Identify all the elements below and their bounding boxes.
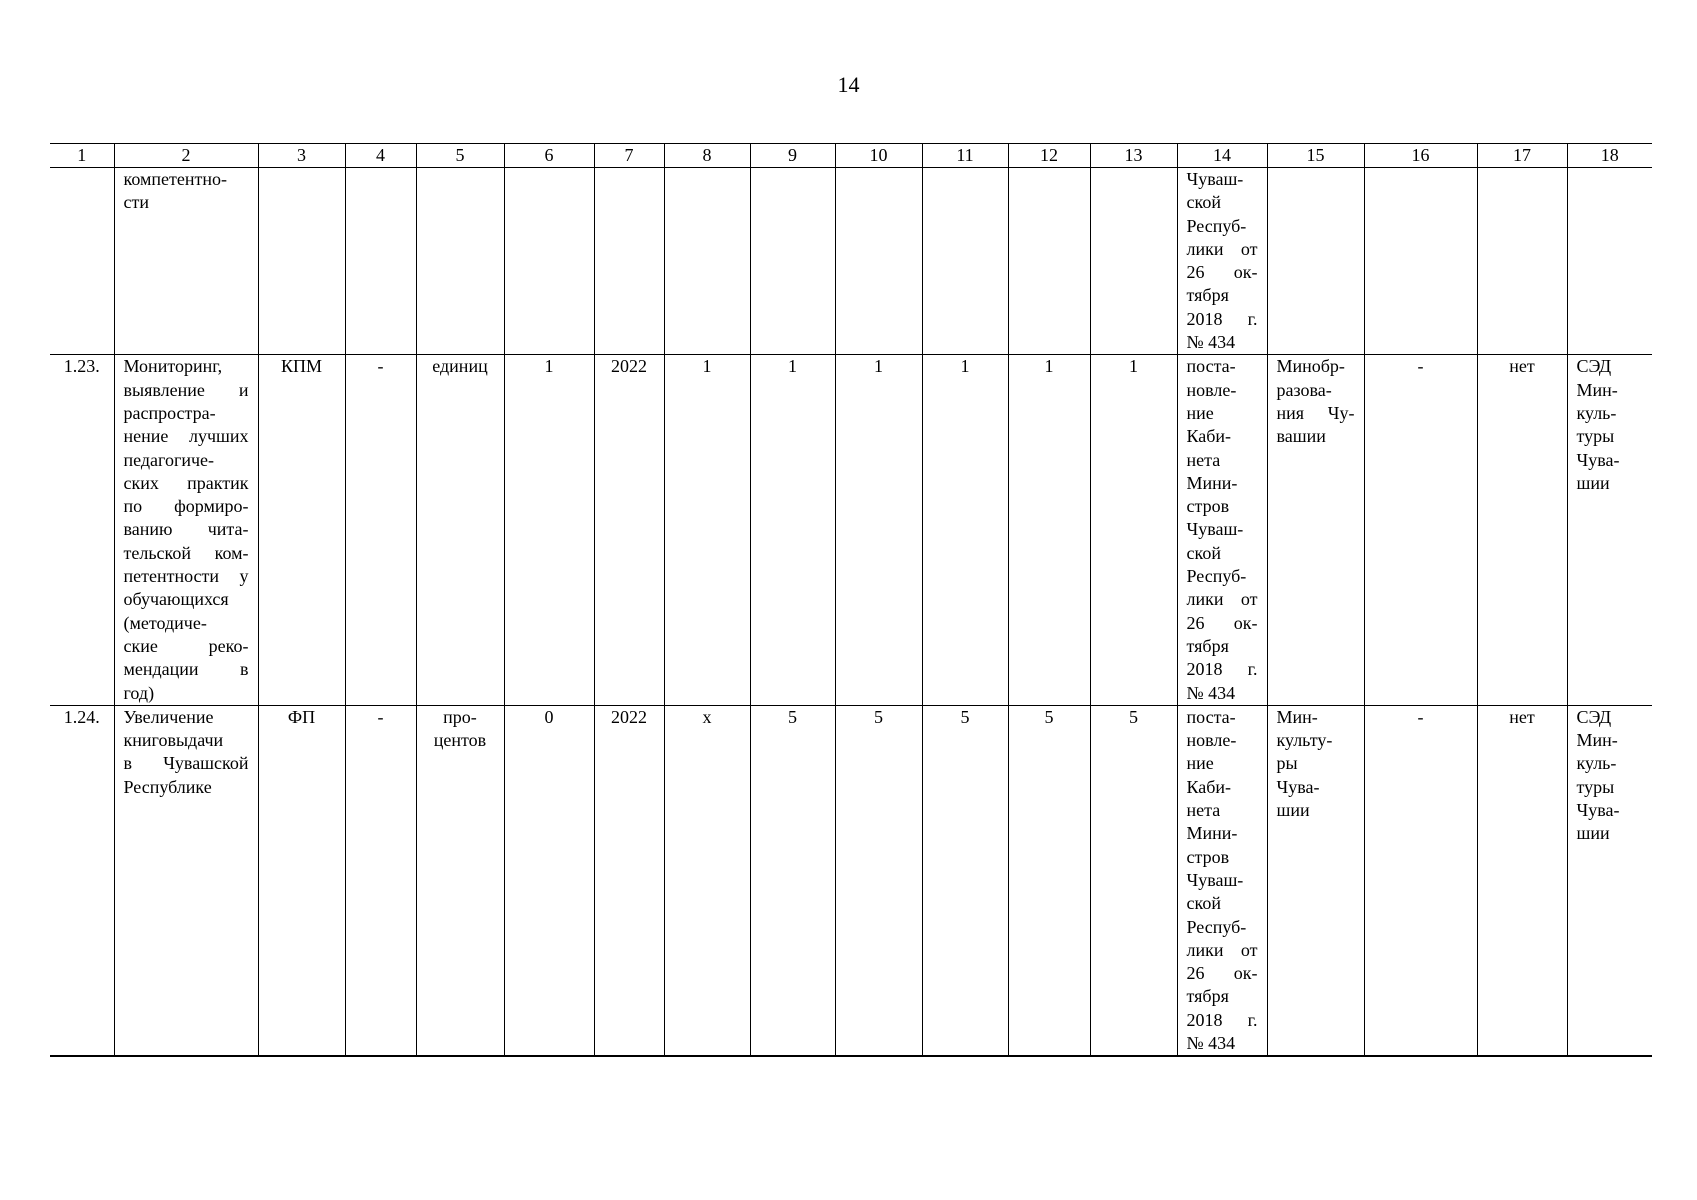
- table-cell-col-7: [594, 168, 664, 355]
- table-cell-col-17: нет: [1477, 355, 1567, 705]
- cell-text-line: Мин-: [1276, 706, 1318, 727]
- cell-text-line: Республике: [123, 776, 212, 797]
- cell-text-line: тября: [1186, 285, 1229, 306]
- table-cell-col-8: [664, 168, 750, 355]
- table-cell-col-15: [1267, 355, 1364, 705]
- cell-text-line: обучающихся: [123, 589, 229, 610]
- table-cell-col-9: [750, 168, 835, 355]
- cell-text-line: № 434: [1186, 682, 1236, 703]
- table-cell-col-5: [416, 168, 504, 355]
- cell-text-line: Чува-: [1576, 449, 1620, 470]
- cell-text-line: нета: [1186, 449, 1221, 470]
- cell-text-line: шии: [1576, 823, 1610, 844]
- table-cell-col-11: [922, 168, 1008, 355]
- table-cell-col-7: 2022: [594, 705, 664, 1056]
- cell-text-line: нета: [1186, 800, 1221, 821]
- table-cell-col-7: 2022: [594, 355, 664, 705]
- column-header: 12: [1008, 144, 1090, 168]
- table-cell-col-2: [114, 355, 258, 705]
- table-cell-col-10: [835, 168, 922, 355]
- cell-text-line: Респуб-: [1186, 215, 1247, 236]
- cell-text-line: Мониторинг,: [123, 356, 223, 377]
- cell-text-line: Каби-: [1186, 426, 1232, 447]
- cell-text-line: ние: [1186, 753, 1214, 774]
- cell-text-line: распростра-: [123, 402, 216, 423]
- column-header: 18: [1567, 144, 1652, 168]
- table-cell-col-14: [1177, 705, 1267, 1056]
- table-cell-col-3: ФП: [258, 705, 345, 1056]
- cell-text-line: Чуваш-: [1186, 169, 1244, 189]
- table-cell-col-13: 1: [1090, 355, 1177, 705]
- column-header: 2: [114, 144, 258, 168]
- table-row: [50, 355, 1652, 705]
- cell-text-line: поста-: [1186, 356, 1236, 377]
- column-header: 15: [1267, 144, 1364, 168]
- table-cell-col-4: -: [345, 355, 416, 705]
- cell-text-line: тября: [1186, 635, 1229, 656]
- cell-text-line: ние: [1186, 402, 1214, 423]
- table-row: [50, 168, 1652, 355]
- cell-text-line: СЭД: [1576, 706, 1612, 727]
- table-cell-col-12: 5: [1008, 705, 1090, 1056]
- cell-text-line: новле-: [1186, 379, 1237, 400]
- cell-text-line: 2018 г.: [1186, 659, 1258, 680]
- table-cell-col-10: 1: [835, 355, 922, 705]
- table-cell-col-3: КПМ: [258, 355, 345, 705]
- table-cell-col-15: [1267, 168, 1364, 355]
- table-cell-col-15: [1267, 705, 1364, 1056]
- cell-text-line: куль-: [1576, 402, 1617, 423]
- cell-text-line: тельской ком-: [123, 542, 249, 563]
- table-cell-col-2: [114, 168, 258, 355]
- cell-text-line: Мин-: [1576, 379, 1618, 400]
- cell-text-line: лики от: [1186, 939, 1258, 960]
- table-cell-col-16: -: [1364, 705, 1477, 1056]
- table-cell-col-18: [1567, 355, 1652, 705]
- table-cell-col-10: 5: [835, 705, 922, 1056]
- cell-text-line: ской: [1186, 542, 1221, 563]
- cell-text-line: Респуб-: [1186, 916, 1247, 937]
- cell-text-line: Чуваш-: [1186, 519, 1244, 540]
- cell-text-line: (методиче-: [123, 612, 207, 633]
- cell-text-line: ской: [1186, 893, 1221, 914]
- cell-text-line: новле-: [1186, 730, 1237, 751]
- table-cell-col-1: 1.24.: [50, 705, 114, 1056]
- cell-text-line: Увеличение: [123, 706, 214, 727]
- cell-text-line: 2018 г.: [1186, 1009, 1258, 1030]
- table-cell-col-6: 1: [504, 355, 594, 705]
- cell-text-line: центов: [433, 730, 487, 751]
- table-cell-col-12: 1: [1008, 355, 1090, 705]
- table-cell-col-9: 5: [750, 705, 835, 1056]
- column-header: 1: [50, 144, 114, 168]
- column-header: 8: [664, 144, 750, 168]
- table-cell-col-17: нет: [1477, 705, 1567, 1056]
- table-cell-col-3: [258, 168, 345, 355]
- column-header: 6: [504, 144, 594, 168]
- cell-text-line: ских практик: [123, 472, 249, 493]
- table-cell-col-1: [50, 168, 114, 355]
- cell-text-line: культу-: [1276, 730, 1333, 751]
- table-cell-col-1: 1.23.: [50, 355, 114, 705]
- table-cell-col-2: [114, 705, 258, 1056]
- cell-text-line: СЭД: [1576, 356, 1612, 377]
- cell-text-line: Мини-: [1186, 472, 1238, 493]
- column-header: 5: [416, 144, 504, 168]
- cell-text-line: туры: [1576, 776, 1615, 797]
- cell-text-line: № 434: [1186, 1032, 1236, 1053]
- cell-text-line: Мини-: [1186, 823, 1238, 844]
- page-number: 14: [837, 72, 860, 97]
- table-cell-col-11: 1: [922, 355, 1008, 705]
- cell-text-line: туры: [1576, 426, 1615, 447]
- cell-text-line: стров: [1186, 496, 1230, 517]
- cell-text-line: разова-: [1276, 379, 1332, 400]
- cell-text-line: шии: [1576, 472, 1610, 493]
- cell-text-line: ской: [1186, 192, 1221, 213]
- cell-text-line: вашии: [1276, 426, 1326, 447]
- cell-text-line: 26 ок-: [1186, 262, 1258, 283]
- column-header: 13: [1090, 144, 1177, 168]
- cell-text-line: № 434: [1186, 332, 1236, 353]
- cell-text-line: книговыдачи: [123, 730, 224, 751]
- cell-text-line: куль-: [1576, 753, 1617, 774]
- column-header: 10: [835, 144, 922, 168]
- cell-text-line: стров: [1186, 846, 1230, 867]
- cell-text-line: выявление и: [123, 379, 249, 400]
- cell-text-line: 2018 г.: [1186, 308, 1258, 329]
- table-cell-col-8: х: [664, 705, 750, 1056]
- cell-text-line: сти: [123, 192, 149, 213]
- table-cell-col-4: [345, 168, 416, 355]
- column-header: 9: [750, 144, 835, 168]
- table-cell-col-4: -: [345, 705, 416, 1056]
- cell-text-line: ры: [1276, 753, 1298, 774]
- column-header: 3: [258, 144, 345, 168]
- table-cell-col-14: [1177, 355, 1267, 705]
- cell-text-line: ские реко-: [123, 635, 249, 656]
- cell-text-line: год): [123, 682, 155, 703]
- cell-text-line: поста-: [1186, 706, 1236, 727]
- cell-text-line: по формиро-: [123, 496, 249, 517]
- cell-text-line: педагогиче-: [123, 449, 215, 470]
- cell-text-line: Мин-: [1576, 730, 1618, 751]
- cell-text-line: Каби-: [1186, 776, 1232, 797]
- cell-text-line: Чуваш-: [1186, 869, 1244, 890]
- table-cell-col-11: 5: [922, 705, 1008, 1056]
- cell-text-line: петентности у: [123, 566, 249, 587]
- column-header: 4: [345, 144, 416, 168]
- column-header: 7: [594, 144, 664, 168]
- table-cell-col-5: [416, 705, 504, 1056]
- table-cell-col-13: [1090, 168, 1177, 355]
- column-number-row: [50, 144, 1652, 168]
- cell-text-line: ния Чу-: [1276, 402, 1355, 423]
- table-cell-col-6: 0: [504, 705, 594, 1056]
- table-cell-col-14: [1177, 168, 1267, 355]
- table-cell-col-12: [1008, 168, 1090, 355]
- table-cell-col-17: [1477, 168, 1567, 355]
- table-cell-col-5: [416, 355, 504, 705]
- cell-text-line: в Чувашской: [123, 753, 249, 774]
- column-header: 16: [1364, 144, 1477, 168]
- table-cell-col-16: [1364, 168, 1477, 355]
- table-cell-col-6: [504, 168, 594, 355]
- cell-text-line: про-: [443, 706, 477, 727]
- cell-text-line: тября: [1186, 986, 1229, 1007]
- column-header: 17: [1477, 144, 1567, 168]
- cell-text-line: лики от: [1186, 589, 1258, 610]
- table-cell-col-8: 1: [664, 355, 750, 705]
- cell-text-line: мендации в: [123, 659, 249, 680]
- cell-text-line: лики от: [1186, 238, 1258, 259]
- column-header: 14: [1177, 144, 1267, 168]
- table-cell-col-16: -: [1364, 355, 1477, 705]
- cell-text-line: шии: [1276, 800, 1310, 821]
- table-cell-col-18: [1567, 168, 1652, 355]
- cell-text-line: Респуб-: [1186, 566, 1247, 587]
- table-cell-col-18: [1567, 705, 1652, 1056]
- cell-text-line: ванию чита-: [123, 519, 249, 540]
- cell-text-line: 26 ок-: [1186, 612, 1258, 633]
- cell-text-line: Минобр-: [1276, 356, 1345, 377]
- table-cell-col-9: 1: [750, 355, 835, 705]
- table-row: [50, 705, 1652, 1056]
- cell-text-line: Чува-: [1576, 800, 1620, 821]
- cell-text-line: компетентно-: [123, 169, 227, 189]
- table-cell-col-13: 5: [1090, 705, 1177, 1056]
- cell-text-line: 26 ок-: [1186, 963, 1258, 984]
- cell-text-line: Чува-: [1276, 776, 1320, 797]
- cell-text-line: нение лучших: [123, 426, 249, 447]
- cell-text-line: единиц: [432, 356, 488, 377]
- column-header: 11: [922, 144, 1008, 168]
- indicators-table: [50, 143, 1652, 1057]
